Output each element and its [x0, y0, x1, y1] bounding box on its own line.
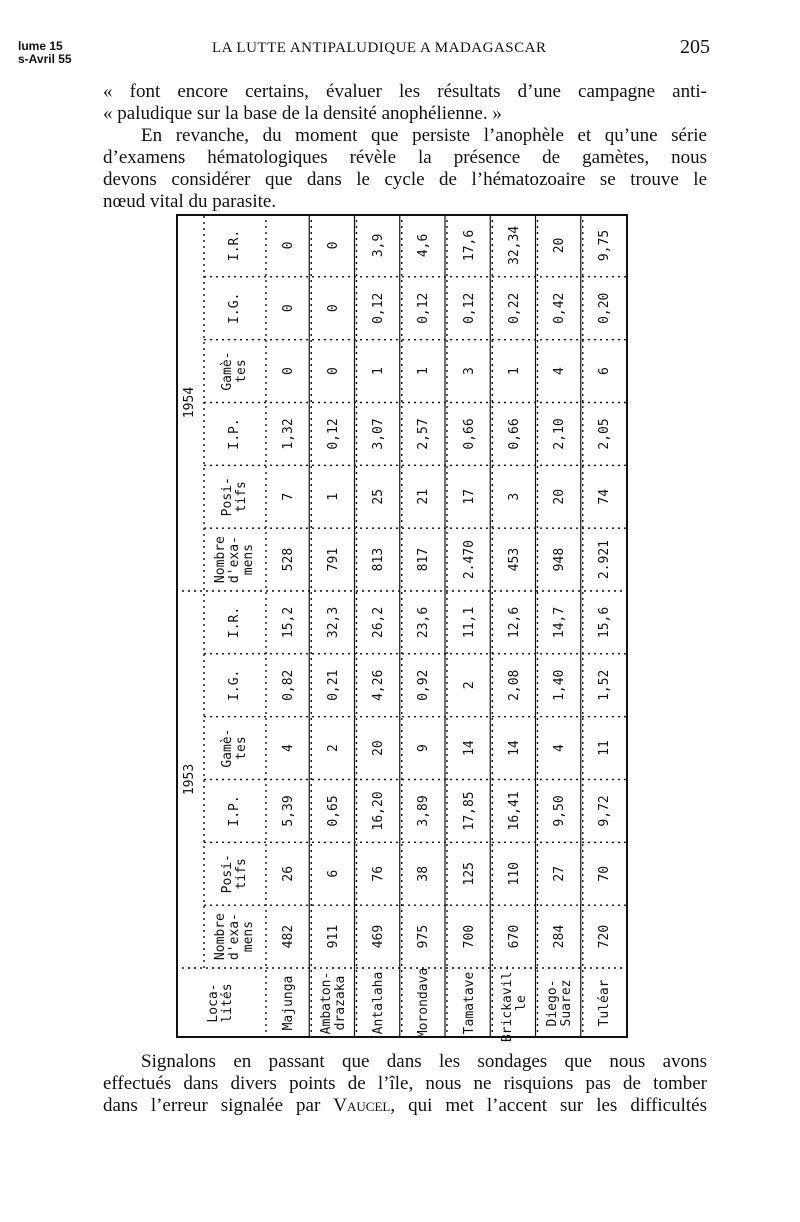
- value-cell: 16,41: [506, 791, 522, 831]
- value-cell: 11,1: [461, 606, 477, 639]
- text-line: devons considérer que dans le cycle de l’hématozoaire se trouve le: [103, 169, 707, 190]
- malaria-index-table: [176, 214, 628, 1043]
- value-cell: 2,08: [506, 669, 522, 701]
- value-cell: 1,32: [280, 418, 296, 450]
- value-cell: 15,2: [280, 606, 296, 639]
- value-cell: 110: [506, 862, 522, 886]
- value-cell: 2: [325, 744, 341, 752]
- value-cell: 26: [280, 865, 296, 882]
- value-cell: 17,85: [461, 791, 477, 831]
- column-header: I.P.: [227, 418, 242, 450]
- value-cell: 3,07: [371, 418, 387, 450]
- locality-cell: Morondava: [416, 967, 432, 1039]
- running-header-left: [18, 40, 72, 66]
- value-cell: 0,22: [506, 292, 522, 324]
- page-number: 205: [680, 36, 710, 58]
- value-cell: 6: [597, 367, 613, 375]
- header-localities: Loca- lités: [206, 983, 235, 1023]
- value-cell: 0: [325, 304, 341, 313]
- running-title: LA LUTTE ANTIPALUDIQUE A MADAGASCAR: [212, 40, 547, 56]
- value-cell: 6: [325, 869, 341, 878]
- value-cell: 482: [280, 924, 296, 949]
- value-cell: 1: [371, 367, 387, 375]
- value-cell: 469: [371, 924, 387, 949]
- value-cell: 3: [461, 367, 477, 375]
- locality-cell: Ambaton- drazaka: [318, 971, 348, 1035]
- value-cell: 2: [461, 681, 477, 690]
- value-cell: 17,6: [461, 229, 477, 262]
- value-cell: 2.921: [597, 540, 613, 580]
- value-cell: 813: [371, 547, 387, 572]
- locality-cell: Tuléar: [597, 979, 613, 1027]
- value-cell: 20: [371, 740, 387, 756]
- value-cell: 5,39: [280, 795, 296, 827]
- value-cell: 1: [506, 367, 522, 375]
- value-cell: 20: [552, 488, 568, 505]
- header-year-1954: 1954: [182, 386, 197, 419]
- value-cell: 284: [552, 924, 568, 949]
- value-cell: 125: [461, 862, 477, 886]
- column-header: Posi- tifs: [220, 477, 249, 517]
- value-cell: 17: [461, 488, 477, 505]
- value-cell: 0,20: [597, 292, 613, 324]
- value-cell: 2.470: [461, 540, 477, 580]
- value-cell: 21: [416, 488, 432, 505]
- text-fragment: , qui met l’accent sur les difficultés: [390, 1095, 708, 1116]
- value-cell: 2,57: [416, 418, 432, 450]
- value-cell: 0: [325, 367, 341, 375]
- column-header: I.G.: [227, 669, 242, 701]
- value-cell: 0,21: [325, 669, 341, 701]
- value-cell: 670: [506, 924, 522, 949]
- value-cell: 1: [325, 492, 341, 501]
- value-cell: 4: [552, 367, 568, 375]
- value-cell: 2,10: [552, 418, 568, 450]
- text-line: nœud vital du parasite.: [103, 191, 277, 212]
- value-cell: 817: [416, 547, 432, 572]
- value-cell: 9,72: [597, 795, 613, 827]
- text-line: effectués dans divers points de l’île, nous ne risquions pas de tomber: [103, 1073, 707, 1094]
- column-header: Gamè- tes: [220, 728, 249, 768]
- value-cell: 11: [597, 740, 613, 756]
- value-cell: 0,42: [552, 292, 568, 324]
- value-cell: 2,05: [597, 418, 613, 450]
- column-header: I.R.: [227, 606, 242, 639]
- value-cell: 0,12: [325, 418, 341, 450]
- value-cell: 720: [597, 924, 613, 949]
- value-cell: 3,89: [416, 795, 432, 827]
- value-cell: 948: [552, 547, 568, 572]
- value-cell: 1,52: [597, 669, 613, 701]
- value-cell: 4: [280, 744, 296, 752]
- value-cell: 9: [416, 744, 432, 752]
- column-header: I.R.: [227, 229, 242, 262]
- value-cell: 0,65: [325, 795, 341, 827]
- text-line: [103, 1095, 707, 1117]
- locality-cell: Majunga: [280, 975, 296, 1031]
- value-cell: 4: [552, 744, 568, 752]
- text-line: Signalons en passant que dans les sondages que nous avons: [141, 1051, 707, 1072]
- column-header: Posi- tifs: [220, 854, 249, 894]
- value-cell: 4,6: [416, 233, 432, 258]
- locality-cell: Brickavil- le: [499, 963, 529, 1043]
- header-year-1953: 1953: [182, 763, 197, 796]
- value-cell: 38: [416, 865, 432, 882]
- value-cell: 4,26: [371, 669, 387, 701]
- value-cell: 528: [280, 547, 296, 572]
- paragraph-following: [103, 1051, 707, 1117]
- value-cell: 1,40: [552, 669, 568, 701]
- value-cell: 74: [597, 488, 613, 505]
- value-cell: 15,6: [597, 606, 613, 639]
- value-cell: 7: [280, 492, 296, 501]
- value-cell: 26,2: [371, 606, 387, 639]
- column-header: Gamè- tes: [220, 351, 249, 391]
- value-cell: 32,34: [506, 225, 522, 265]
- value-cell: 0,12: [461, 292, 477, 324]
- column-header: I.G.: [227, 292, 242, 324]
- text-fragment: dans l’erreur signalée par: [103, 1095, 321, 1116]
- text-line: « paludique sur la base de la densité anophélienne. »: [103, 103, 502, 124]
- column-header: Nombre d'exa- mens: [213, 913, 256, 961]
- value-cell: 453: [506, 547, 522, 572]
- date-label: s-Avril 55: [18, 52, 72, 66]
- value-cell: 0,82: [280, 669, 296, 701]
- value-cell: 0: [280, 367, 296, 375]
- table-content: [176, 214, 628, 1043]
- value-cell: 70: [597, 865, 613, 882]
- value-cell: 1: [416, 367, 432, 375]
- paragraph-intro: [103, 81, 707, 213]
- value-cell: 9,50: [552, 795, 568, 827]
- value-cell: 0,92: [416, 669, 432, 701]
- value-cell: 3: [506, 492, 522, 501]
- value-cell: 3,9: [371, 233, 387, 258]
- value-cell: 911: [325, 924, 341, 949]
- author-name: Vaucel: [333, 1095, 391, 1116]
- text-line: « font encore certains, évaluer les résultats d’une campagne anti-: [103, 81, 707, 102]
- value-cell: 0,12: [416, 292, 432, 324]
- value-cell: 20: [552, 237, 568, 254]
- value-cell: 14: [506, 740, 522, 756]
- value-cell: 0,12: [371, 292, 387, 324]
- value-cell: 14,7: [552, 606, 568, 639]
- value-cell: 76: [371, 865, 387, 882]
- locality-cell: Diego- Suarez: [545, 979, 575, 1027]
- value-cell: 791: [325, 547, 341, 572]
- value-cell: 0: [280, 304, 296, 313]
- value-cell: 14: [461, 740, 477, 756]
- locality-cell: Antalaha: [371, 971, 387, 1035]
- value-cell: 12,6: [506, 606, 522, 639]
- value-cell: 23,6: [416, 606, 432, 639]
- value-cell: 16,20: [371, 791, 387, 831]
- value-cell: 0: [325, 241, 341, 250]
- value-cell: 975: [416, 924, 432, 949]
- value-cell: 9,75: [597, 229, 613, 262]
- value-cell: 0: [280, 241, 296, 250]
- text-line: d’examens hématologiques révèle la présence de gamètes, nous: [103, 147, 707, 168]
- value-cell: 0,66: [461, 418, 477, 450]
- value-cell: 700: [461, 924, 477, 949]
- volume-label: lume 15: [18, 39, 63, 53]
- column-header: I.P.: [227, 795, 242, 827]
- locality-cell: Tamatave: [461, 971, 477, 1035]
- text-line: En revanche, du moment que persiste l’anophèle et qu’une série: [141, 125, 707, 146]
- value-cell: 27: [552, 865, 568, 882]
- value-cell: 25: [371, 488, 387, 505]
- column-header: Nombre d'exa- mens: [213, 536, 256, 584]
- value-cell: 0,66: [506, 418, 522, 450]
- value-cell: 32,3: [325, 606, 341, 639]
